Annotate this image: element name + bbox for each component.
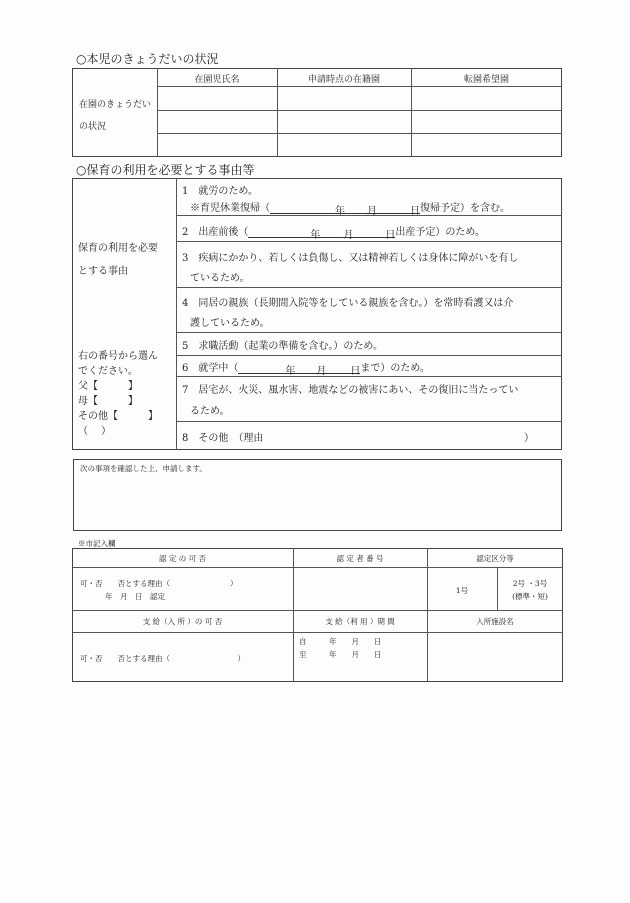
- divider: [72, 632, 563, 633]
- reasons-section-title: ○保育の利用を必要とする事由等: [76, 163, 255, 177]
- divider: [157, 133, 562, 134]
- father-reason-field[interactable]: 父【 】: [78, 381, 138, 392]
- reason-3-cont: ているため。: [190, 273, 250, 284]
- header-current-facility: 申請時点の在籍園: [307, 75, 380, 85]
- reason-1-suffix: 復帰予定）を含む。: [420, 203, 510, 214]
- siblings-row-label: 在園のきょうだい: [79, 100, 152, 110]
- header-payment: 支 給（入 所 ）の 可 否: [142, 617, 223, 626]
- divider: [176, 332, 562, 333]
- reason-4-cont: 護しているため。: [190, 318, 270, 329]
- header-category: 認定区分等: [476, 554, 514, 563]
- reason-4: 4 同居の親族（長期間入院等をしている親族を含む。）を常時看護又は介: [182, 298, 514, 309]
- other-reason-input[interactable]: [290, 426, 520, 444]
- divider: [176, 241, 562, 242]
- header-approval: 認 定 の 可 否: [158, 554, 207, 563]
- category-1: 1号: [455, 586, 469, 595]
- header-certifier-number: 認 定 者 番 号: [336, 554, 384, 563]
- birth-date-field[interactable]: [248, 226, 396, 241]
- payment-reason: 可・否 否とする理由（ ）: [80, 654, 245, 663]
- day-label: 日: [410, 206, 420, 217]
- other-reason-paren[interactable]: （ ）: [78, 426, 112, 437]
- reason-3: 3 疾病にかかり、若しくは負傷し、又は精神若しくは身体に障がいを有し: [182, 253, 519, 264]
- mother-reason-field[interactable]: 母【 】: [78, 396, 138, 407]
- approval-date: 年 月 日 認定: [105, 592, 165, 601]
- header-transfer-wish: 転園希望園: [463, 75, 509, 85]
- period-from: 自 年 月 日: [299, 637, 382, 646]
- other-reason-field[interactable]: その他【 】: [78, 411, 158, 422]
- reason-1: 1 就労のため。: [182, 186, 258, 197]
- divider: [72, 610, 563, 611]
- reason-7-cont: るため。: [190, 406, 230, 417]
- period-to: 至 年 月 日: [299, 650, 382, 659]
- day-label: 日: [385, 230, 396, 241]
- confirm-text: 次の事項を確認した上、申請します。: [80, 464, 207, 473]
- divider: [176, 421, 562, 422]
- reason-6-prefix: 6 就学中（: [182, 363, 239, 374]
- reason-2-suffix: 出産予定）のため。: [395, 227, 485, 238]
- sibling-name-input-2[interactable]: [159, 112, 275, 132]
- reasons-left-label: 保育の利用を必要: [78, 243, 158, 254]
- study-end-date-field[interactable]: [238, 362, 361, 377]
- office-use-note: ※市記入欄: [78, 539, 116, 548]
- sibling-name-input-3[interactable]: [159, 135, 275, 155]
- day-label: 日: [350, 366, 361, 377]
- reason-1-prefix: ※育児休業復帰（: [190, 203, 270, 214]
- divider: [157, 110, 562, 111]
- divider: [427, 548, 428, 682]
- reason-2: [182, 223, 485, 241]
- month-label: 月: [367, 206, 377, 217]
- year-label: 年: [335, 206, 345, 217]
- year-label: 年: [310, 230, 321, 241]
- reason-2-prefix: 2 出産前後（: [182, 227, 249, 238]
- reason-6: [182, 359, 430, 377]
- select-instruction: 右の番号から選ん: [78, 351, 158, 362]
- reason-8-close: ）: [524, 433, 534, 444]
- siblings-section-title: ○本児のきょうだいの状況: [76, 52, 219, 66]
- sibling-name-input-1[interactable]: [159, 88, 275, 108]
- reason-8: 8 その他 （理由: [182, 433, 264, 444]
- year-label: 年: [285, 366, 296, 377]
- divider: [176, 355, 562, 356]
- divider: [176, 178, 177, 450]
- reason-6-suffix: まで）のため。: [360, 363, 430, 374]
- category-2-3: 2号 ・3号: [512, 579, 548, 588]
- divider: [176, 287, 562, 288]
- reason-1-detail: [190, 199, 510, 217]
- month-label: 月: [316, 366, 327, 377]
- header-facility: 入所施設名: [476, 617, 514, 626]
- divider: [72, 567, 563, 568]
- divider: [293, 548, 294, 682]
- reasons-left-label: とする事由: [78, 266, 128, 277]
- divider: [157, 86, 562, 87]
- reason-7: 7 居宅が、火災、風水害、地震などの被害にあい、その復旧に当たってい: [182, 385, 519, 396]
- month-label: 月: [343, 230, 354, 241]
- divider: [176, 376, 562, 377]
- select-instruction: でください。: [78, 366, 138, 377]
- siblings-row-label: の状況: [79, 122, 107, 132]
- category-2-3-type: (標準・短): [512, 592, 548, 601]
- reason-5: 5 求職活動（起業の準備を含む。）のため。: [182, 341, 383, 352]
- approval-reason: 可・否 否とする理由（ ）: [80, 579, 238, 588]
- header-child-name: 在園児氏名: [194, 75, 240, 85]
- header-period: 支 給（利 用 ）期 間: [325, 617, 395, 626]
- return-date-field[interactable]: [270, 202, 420, 217]
